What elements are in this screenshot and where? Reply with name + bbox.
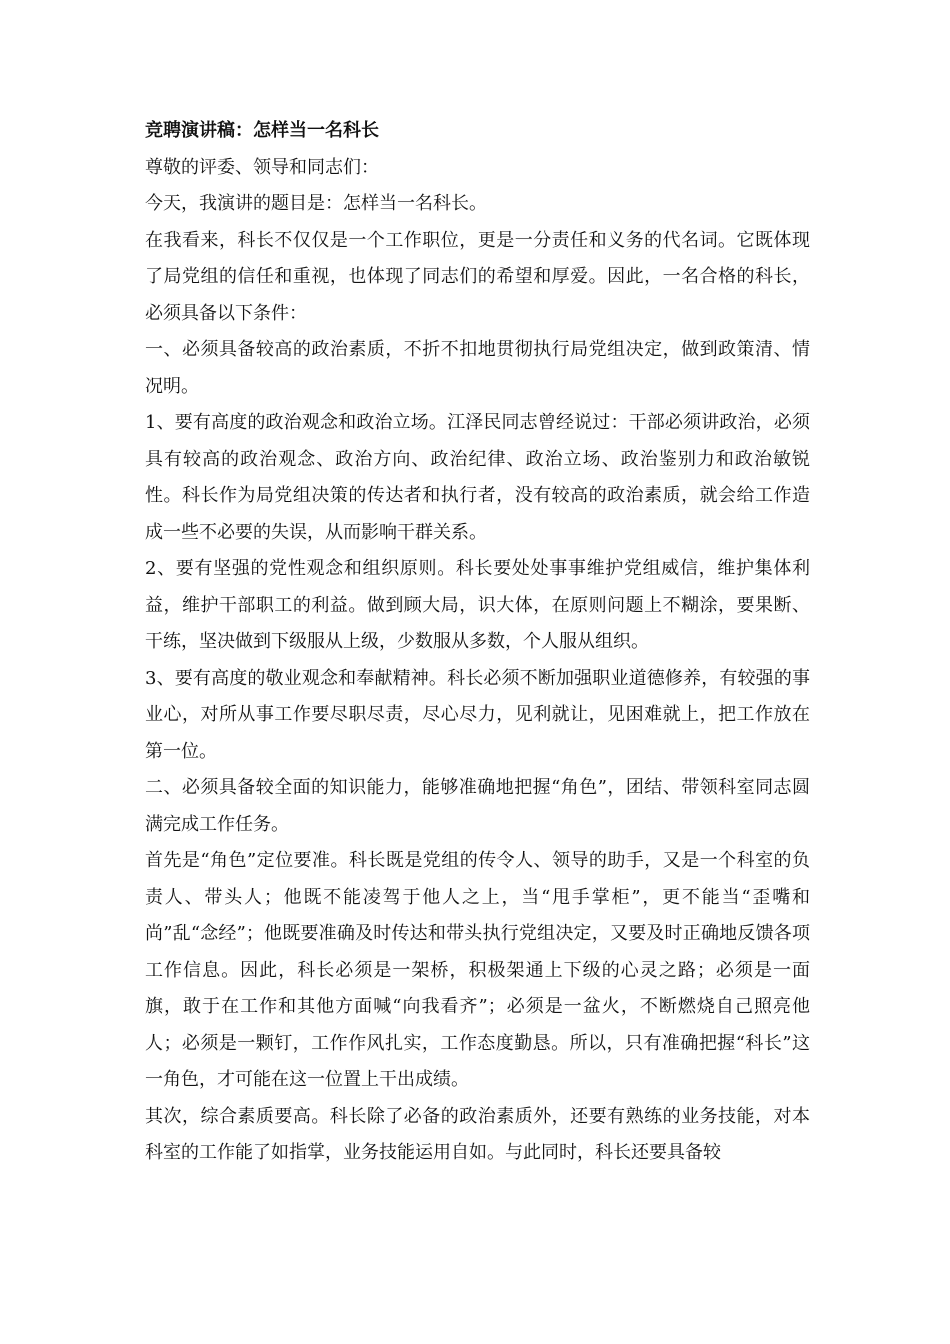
section-heading: 二、必须具备较全面的知识能力，能够准确地把握“角色”，团结、带领科室同志圆满完成工作任务。 — [145, 777, 810, 835]
document-body — [145, 113, 810, 1172]
paragraph: 今天，我演讲的题目是：怎样当一名科长。 — [145, 193, 487, 214]
paragraph: 2、要有坚强的党性观念和组织原则。科长要处处事事维护党组威信，维护集体利益，维护干部职工的利益。做到顾大局，识大体，在原则问题上不糊涂，要果断、干练，坚决做到下级服从上级，少数服从多数，个人服从组织。 — [145, 558, 810, 652]
paragraph: 首先是“角色”定位要准。科长既是党组的传令人、领导的助手，又是一个科室的负责人、带头人；他既不能凌驾于他人之上，当“甩手掌柜”，更不能当“歪嘴和尚”乱“念经”；他既要准确及时传达和带头执行党组决定，又要及时正确地反馈各项工作信息。因此，科长必须是一架桥，积极架通上下级的心灵之路；必须是一面旗，敢于在工作和其他方面喊“向我看齐”；必须是一盆火，不断燃烧自己照亮他人；必须是一颗钉，工作作风扎实，工作态度勤恳。所以，只有准确把握“科长”这一角色，才可能在这一位置上干出成绩。 — [145, 850, 810, 1090]
section-heading: 一、必须具备较高的政治素质，不折不扣地贯彻执行局党组决定，做到政策清、情况明。 — [145, 339, 810, 397]
paragraph: 其次，综合素质要高。科长除了必备的政治素质外，还要有熟练的业务技能，对本科室的工作能了如指掌，业务技能运用自如。与此同时，科长还要具备较 — [145, 1105, 810, 1163]
document-title: 竞聘演讲稿：怎样当一名科长 — [145, 120, 379, 141]
salutation: 尊敬的评委、领导和同志们： — [145, 156, 379, 178]
paragraph: 3、要有高度的敬业观念和奉献精神。科长必须不断加强职业道德修养，有较强的事业心，对所从事工作要尽职尽责，尽心尽力，见利就让，见困难就上，把工作放在第一位。 — [145, 667, 810, 762]
paragraph: 1、要有高度的政治观念和政治立场。江泽民同志曾经说过：干部必须讲政治，必须具有较高的政治观念、政治方向、政治纪律、政治立场、政治鉴别力和政治敏锐性。科长作为局党组决策的传达者和执行者，没有较高的政治素质，就会给工作造成一些不必要的失误，从而影响干群关系。 — [145, 412, 810, 543]
paragraph: 在我看来，科长不仅仅是一个工作职位，更是一分责任和义务的代名词。它既体现了局党组的信任和重视，也体现了同志们的希望和厚爱。因此，一名合格的科长，必须具备以下条件： — [145, 229, 810, 324]
